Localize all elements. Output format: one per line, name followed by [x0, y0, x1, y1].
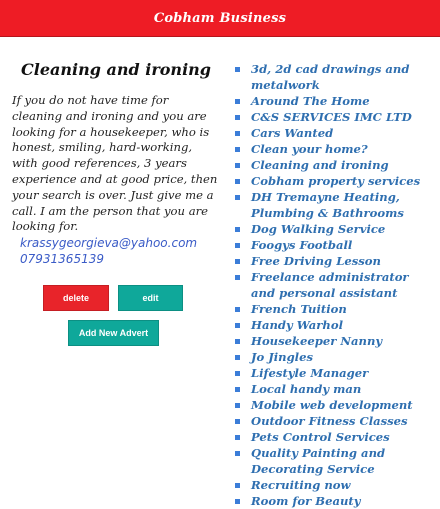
category-link[interactable]: Freelance administrator and personal assistant	[251, 270, 409, 300]
category-item[interactable]	[234, 445, 434, 477]
category-item[interactable]	[234, 253, 434, 269]
category-item[interactable]	[234, 493, 434, 509]
category-item[interactable]	[234, 397, 434, 413]
category-link[interactable]: DH Tremayne Heating, Plumbing & Bathrooms	[251, 190, 404, 220]
category-link[interactable]: Handy Warhol	[251, 318, 343, 332]
category-link[interactable]: Jo Jingles	[251, 350, 313, 364]
bullet-icon	[235, 435, 240, 440]
bullet-icon	[235, 259, 240, 264]
category-link[interactable]: Room for Beauty	[251, 494, 361, 508]
phone-link[interactable]: 07931365139	[20, 252, 104, 266]
category-item[interactable]	[234, 189, 434, 221]
category-item[interactable]	[234, 269, 434, 301]
advert-description: If you do not have time for cleaning and ironing and you are looking for a housekeeper, who is honest, smiling, hard-working, with good references, 3 years experience and at good price, then your search is over. Just give me a call. I am the person that you are looking for.	[12, 93, 218, 234]
category-item[interactable]	[234, 301, 434, 317]
bullet-icon	[235, 307, 240, 312]
category-link[interactable]: Outdoor Fitness Classes	[251, 414, 408, 428]
category-item[interactable]	[234, 141, 434, 157]
edit-button[interactable]: edit	[118, 285, 183, 311]
bullet-icon	[235, 371, 240, 376]
category-link[interactable]: Dog Walking Service	[251, 222, 386, 236]
bullet-icon	[235, 451, 240, 456]
category-link[interactable]: Around The Home	[251, 94, 370, 108]
bullet-icon	[235, 131, 240, 136]
bullet-icon	[235, 483, 240, 488]
contact-info	[20, 235, 197, 267]
bullet-icon	[235, 147, 240, 152]
advert-title: Cleaning and ironing	[21, 60, 211, 79]
category-link[interactable]: Lifestyle Manager	[251, 366, 369, 380]
category-list	[234, 61, 434, 509]
category-item[interactable]	[234, 381, 434, 397]
category-item[interactable]	[234, 237, 434, 253]
delete-button[interactable]: delete	[43, 285, 109, 311]
email-link[interactable]: krassygeorgieva@yahoo.com	[20, 236, 198, 250]
bullet-icon	[235, 227, 240, 232]
bullet-icon	[235, 323, 240, 328]
header-bar	[0, 0, 440, 37]
category-item[interactable]	[234, 413, 434, 429]
category-item[interactable]	[234, 317, 434, 333]
category-link[interactable]: Recruiting now	[251, 478, 351, 492]
bullet-icon	[235, 67, 240, 72]
category-item[interactable]	[234, 333, 434, 349]
add-new-advert-button[interactable]: Add New Advert	[68, 320, 159, 346]
category-item[interactable]	[234, 477, 434, 493]
category-item[interactable]	[234, 125, 434, 141]
bullet-icon	[235, 179, 240, 184]
bullet-icon	[235, 403, 240, 408]
category-item[interactable]	[234, 109, 434, 125]
category-link[interactable]: Cobham property services	[251, 174, 421, 188]
bullet-icon	[235, 243, 240, 248]
bullet-icon	[235, 115, 240, 120]
category-item[interactable]	[234, 61, 434, 93]
category-link[interactable]: Local handy man	[251, 382, 362, 396]
category-item[interactable]	[234, 429, 434, 445]
bullet-icon	[235, 355, 240, 360]
advert-panel	[12, 60, 220, 235]
category-item[interactable]	[234, 365, 434, 381]
category-item[interactable]	[234, 221, 434, 237]
category-link[interactable]: C&S SERVICES IMC LTD	[251, 110, 412, 124]
bullet-icon	[235, 419, 240, 424]
category-list-panel	[234, 61, 434, 509]
bullet-icon	[235, 99, 240, 104]
category-link[interactable]: Cleaning and ironing	[251, 158, 389, 172]
category-link[interactable]: Mobile web development	[251, 398, 413, 412]
category-item[interactable]	[234, 157, 434, 173]
bullet-icon	[235, 195, 240, 200]
category-item[interactable]	[234, 349, 434, 365]
bullet-icon	[235, 275, 240, 280]
category-link[interactable]: Cars Wanted	[251, 126, 334, 140]
category-item[interactable]	[234, 173, 434, 189]
site-title: Cobham Business	[153, 10, 287, 26]
bullet-icon	[235, 163, 240, 168]
bullet-icon	[235, 339, 240, 344]
category-item[interactable]	[234, 93, 434, 109]
category-link[interactable]: 3d, 2d cad drawings and metalwork	[251, 62, 410, 92]
category-link[interactable]: Pets Control Services	[251, 430, 390, 444]
category-link[interactable]: Foogys Football	[251, 238, 353, 252]
category-link[interactable]: Quality Painting and Decorating Service	[251, 446, 386, 476]
category-link[interactable]: Clean your home?	[251, 142, 368, 156]
category-link[interactable]: Housekeeper Nanny	[251, 334, 383, 348]
category-link[interactable]: French Tuition	[251, 302, 347, 316]
category-link[interactable]: Free Driving Lesson	[251, 254, 381, 268]
bullet-icon	[235, 387, 240, 392]
